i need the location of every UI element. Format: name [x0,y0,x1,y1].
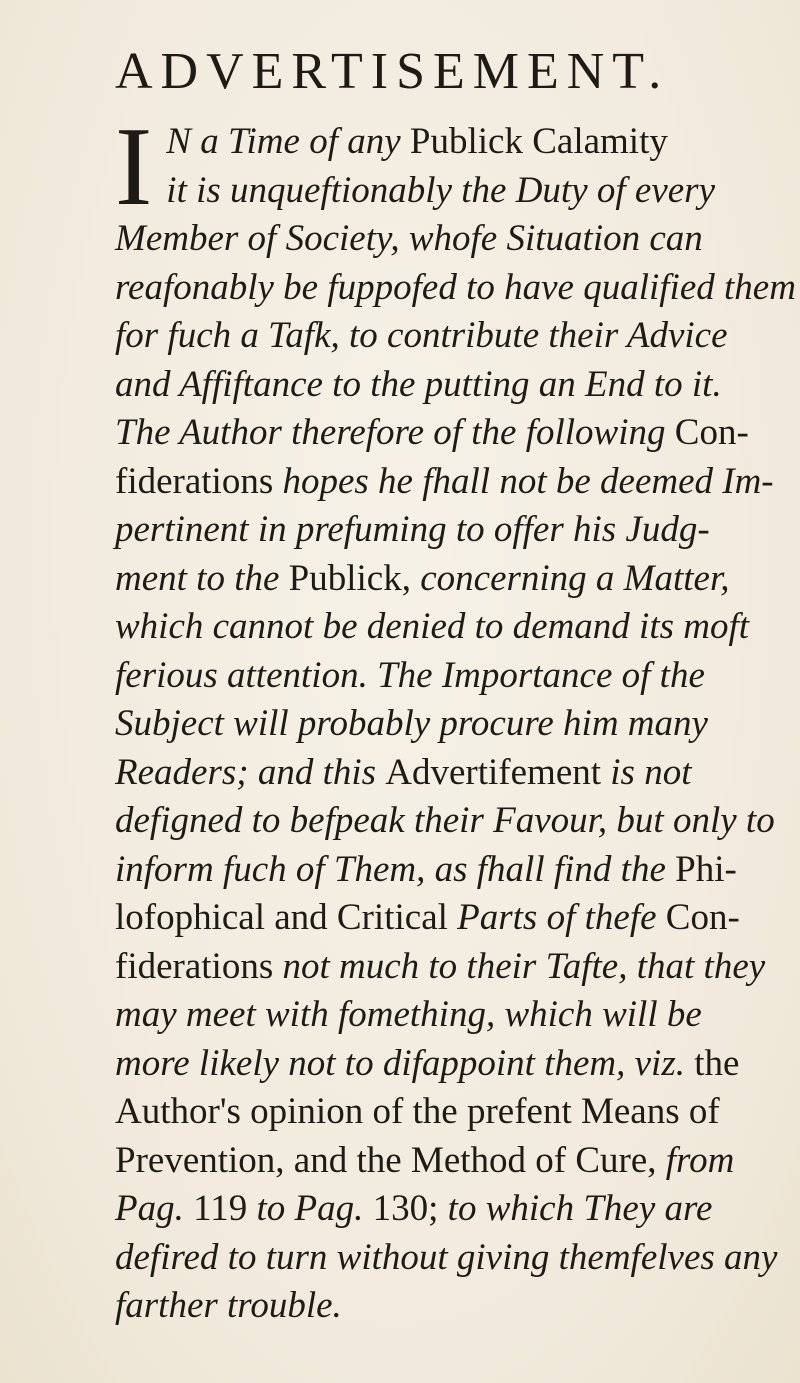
text-segment: not much to their Tafte, that they [282,945,766,987]
text-segment: the [694,1042,740,1084]
text-segment: reafonably be fuppofed to have qualified them [115,266,796,308]
text-segment: inform fuch of Them, as fhall find the [115,848,676,890]
text-line [115,167,715,216]
text-line [115,264,796,313]
text-line [115,1040,740,1089]
text-segment: from [665,1139,735,1181]
text-line [115,1282,715,1331]
text-segment: hopes he fhall not be deemed Im- [282,460,774,502]
text-segment: may meet with fomething, which will be [115,994,702,1035]
page-heading: ADVERTISEMENT. [115,43,670,100]
text-line [115,215,715,264]
text-segment: ferious attention. The Importance of the [115,654,705,696]
text-segment: 130; [372,1188,448,1229]
text-segment: more likely not to difappoint them, viz. [115,1042,695,1084]
text-segment: Publick Calamity [409,121,668,162]
text-segment: which cannot be denied to demand its moft [115,606,750,647]
text-segment: Con- [665,897,740,938]
text-segment: Pag. [115,1188,194,1229]
text-line [115,1234,778,1283]
text-segment: for fuch a Tafk, to contribute their Advice [115,315,728,356]
text-line [115,846,737,895]
text-segment: fiderations [115,945,283,987]
text-segment: Member of Society, whofe Situation can [115,218,703,259]
text-line [115,749,715,798]
text-segment: Time of any [227,121,410,162]
text-segment: to Pag. [256,1188,373,1229]
text-line [115,118,715,167]
text-segment: 119 [193,1188,257,1229]
text-line [115,894,740,943]
text-line [115,991,715,1040]
text-segment: ment to the [115,557,289,599]
text-line [115,555,730,604]
text-segment: Author's opinion of the prefent Means of [115,1091,720,1132]
text-segment: Parts of thefe [457,897,666,938]
text-segment: farther trouble. [115,1285,342,1326]
text-line [115,700,715,749]
text-line [115,797,775,846]
text-segment: Phi- [675,848,737,890]
text-segment: Readers; and this [115,751,386,793]
drop-cap: I [115,105,153,229]
text-line [115,652,715,701]
text-line [115,458,774,507]
text-line [115,506,715,555]
advertisement-text [115,105,796,1331]
text-segment: defired to turn without giving themfelves any [115,1236,778,1278]
text-segment: defigned to befpeak their Favour, but only to [115,800,775,841]
text-line [115,943,766,992]
text-segment: N a [166,121,228,162]
text-line [115,1088,720,1137]
text-segment: it is unqueftionably the Duty of every [166,169,715,211]
text-line [115,312,728,361]
text-segment: and Affiftance to the putting an End to it. [115,363,722,405]
text-segment: is not [610,751,692,793]
text-segment: Prevention, and the Method of Cure, [115,1139,666,1181]
text-segment: fiderations [115,460,283,502]
text-segment: Con- [674,412,749,453]
text-segment: concerning a Matter, [420,557,730,599]
text-line [115,409,749,458]
text-segment: The Author therefore of the following [115,412,675,453]
text-segment: Publick, [288,557,421,599]
text-segment: lofophical and Critical [115,897,458,938]
text-line [115,603,750,652]
text-segment: pertinent in prefuming to offer his Judg- [115,509,710,550]
text-line [115,361,722,410]
text-lines [115,105,796,1331]
text-line [115,1185,715,1234]
text-line [115,1137,735,1186]
text-segment: Subject will probably procure him many [115,703,708,744]
text-segment: Advertifement [385,751,611,793]
text-segment: to which They are [447,1188,713,1229]
